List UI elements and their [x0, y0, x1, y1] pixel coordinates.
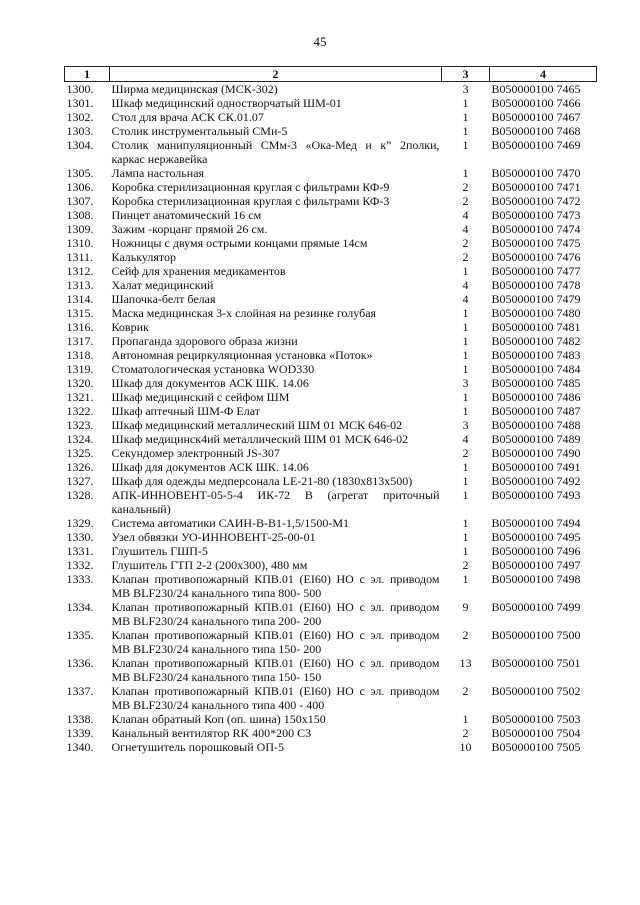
- item-name: Узел обвязки УО-ИННОВЕНТ-25-00-01: [111, 530, 316, 544]
- row-number: 1340.: [66, 740, 94, 754]
- inventory-code: В050000100 7476: [491, 250, 581, 264]
- table-row: [65, 656, 597, 684]
- item-quantity: 1: [462, 572, 469, 586]
- item-name: АПК-ИННОВЕНТ-05-5-4 ИК-72 В (агрегат приточный канальный): [111, 488, 440, 516]
- item-name: Зажим -корцанг прямой 26 см.: [111, 222, 268, 236]
- item-quantity: 2: [462, 726, 469, 740]
- inventory-code: В050000100 7469: [491, 138, 581, 152]
- item-name: Секундомер электронный JS-307: [111, 446, 280, 460]
- item-name: Автономная рециркуляционная установка «Поток»: [111, 348, 373, 362]
- row-number: 1330.: [66, 530, 94, 544]
- row-number: 1327.: [66, 474, 94, 488]
- inventory-code: В050000100 7487: [491, 404, 581, 418]
- item-quantity: 1: [462, 320, 469, 334]
- table-row: [65, 166, 597, 180]
- table-header-row: [65, 67, 597, 82]
- item-name: Система автоматики САИН-В-В1-1,5/1500-М1: [111, 516, 350, 530]
- row-number: 1304.: [66, 138, 94, 152]
- table-row: [65, 180, 597, 194]
- row-number: 1302.: [66, 110, 94, 124]
- column-header-inventory-code: 4: [490, 67, 597, 82]
- table-row: [65, 544, 597, 558]
- item-name: Коврик: [111, 320, 149, 334]
- row-number: 1337.: [66, 684, 94, 698]
- item-name: Коробка стерилизационная круглая с фильтрами КФ-9: [111, 180, 390, 194]
- table-row: [65, 376, 597, 390]
- table-row: [65, 460, 597, 474]
- item-quantity: 1: [462, 516, 469, 530]
- item-name: Стол для врача АСК СК.01.07: [111, 110, 264, 124]
- inventory-code: В050000100 7492: [491, 474, 581, 488]
- item-name: Ножницы с двумя острыми концами прямые 14см: [111, 236, 368, 250]
- row-number: 1303.: [66, 124, 94, 138]
- item-name: Глушитель ГТП 2-2 (200х300), 480 мм: [111, 558, 308, 572]
- table-row: [65, 320, 597, 334]
- row-number: 1333.: [66, 572, 94, 586]
- table-row: [65, 390, 597, 404]
- inventory-code: В050000100 7493: [491, 488, 581, 502]
- item-quantity: 1: [462, 530, 469, 544]
- row-number: 1338.: [66, 712, 94, 726]
- item-name: Клапан противопожарный КПВ.01 (EI60) НО с эл. приводом MB BLF230/24 канального типа 150- 200: [111, 628, 440, 656]
- item-quantity: 3: [462, 376, 469, 390]
- table-row: [65, 138, 597, 166]
- row-number: 1322.: [66, 404, 94, 418]
- row-number: 1335.: [66, 628, 94, 642]
- item-name: Шкаф аптечный ШМ-Ф Елат: [111, 404, 260, 418]
- item-name: Канальный вентилятор RK 400*200 С3: [111, 726, 312, 740]
- inventory-code: В050000100 7489: [491, 432, 581, 446]
- inventory-code: В050000100 7504: [491, 726, 581, 740]
- table-row: [65, 712, 597, 726]
- inventory-code: В050000100 7484: [491, 362, 581, 376]
- table-row: [65, 600, 597, 628]
- row-number: 1315.: [66, 306, 94, 320]
- table-row: [65, 96, 597, 110]
- item-quantity: 1: [462, 474, 469, 488]
- table-row: [65, 348, 597, 362]
- item-quantity: 4: [462, 222, 469, 236]
- item-quantity: 2: [462, 250, 469, 264]
- inventory-code: В050000100 7477: [491, 264, 581, 278]
- row-number: 1328.: [66, 488, 94, 502]
- table-row: [65, 292, 597, 306]
- item-quantity: 1: [462, 96, 469, 110]
- item-name: Глушитель ГШП-5: [111, 544, 208, 558]
- inventory-code: В050000100 7479: [491, 292, 581, 306]
- table-body: [65, 82, 597, 755]
- row-number: 1306.: [66, 180, 94, 194]
- item-name: Столик манипуляционный СМм-3 «Ока-Мед и к” 2полки, каркас нержавейка: [111, 138, 440, 166]
- table-row: [65, 124, 597, 138]
- row-number: 1301.: [66, 96, 94, 110]
- table-row: [65, 446, 597, 460]
- row-number: 1318.: [66, 348, 94, 362]
- item-name: Клапан противопожарный КПВ.01 (EI60) НО с эл. приводом MB BLF230/24 канального типа 200- 200: [111, 600, 440, 628]
- item-name: Сейф для хранения медикаментов: [111, 264, 286, 278]
- item-name: Шкаф для одежды медперсонала LE-21-80 (1830х813х500): [111, 474, 413, 488]
- item-quantity: 2: [462, 628, 469, 642]
- table-row: [65, 278, 597, 292]
- row-number: 1312.: [66, 264, 94, 278]
- item-quantity: 1: [462, 488, 469, 502]
- item-quantity: 1: [462, 138, 469, 152]
- row-number: 1307.: [66, 194, 94, 208]
- row-number: 1316.: [66, 320, 94, 334]
- inventory-code: В050000100 7500: [491, 628, 581, 642]
- item-name: Пропаганда здорового образа жизни: [111, 334, 298, 348]
- row-number: 1308.: [66, 208, 94, 222]
- row-number: 1309.: [66, 222, 94, 236]
- table-row: [65, 236, 597, 250]
- inventory-code: В050000100 7482: [491, 334, 581, 348]
- inventory-code: В050000100 7494: [491, 516, 581, 530]
- item-quantity: 2: [462, 180, 469, 194]
- item-quantity: 1: [462, 166, 469, 180]
- table-row: [65, 628, 597, 656]
- item-name: Шкаф медицинский с сейфом ШМ: [111, 390, 290, 404]
- item-quantity: 10: [459, 740, 472, 754]
- row-number: 1323.: [66, 418, 94, 432]
- row-number: 1300.: [66, 82, 94, 96]
- inventory-code: В050000100 7478: [491, 278, 581, 292]
- table-row: [65, 82, 597, 97]
- inventory-code: В050000100 7472: [491, 194, 581, 208]
- inventory-code: В050000100 7485: [491, 376, 581, 390]
- item-name: Огнетушитель порошковый ОП-5: [111, 740, 284, 754]
- item-name: Шкаф медицинский металлический ШМ 01 МСК 646-02: [111, 418, 403, 432]
- column-header-number: 1: [65, 67, 110, 82]
- item-quantity: 1: [462, 404, 469, 418]
- column-header-name: 2: [110, 67, 442, 82]
- inventory-code: В050000100 7490: [491, 446, 581, 460]
- item-name: Лампа настольная: [111, 166, 205, 180]
- table-row: [65, 194, 597, 208]
- inventory-code: В050000100 7475: [491, 236, 581, 250]
- item-name: Коробка стерилизационная круглая с фильтрами КФ-3: [111, 194, 390, 208]
- item-quantity: 1: [462, 544, 469, 558]
- row-number: 1320.: [66, 376, 94, 390]
- table-row: [65, 306, 597, 320]
- item-name: Халат медицинский: [111, 278, 214, 292]
- inventory-code: В050000100 7505: [491, 740, 581, 754]
- row-number: 1321.: [66, 390, 94, 404]
- item-quantity: 1: [462, 264, 469, 278]
- item-name: Ширма медицинская (МСК-302): [111, 82, 278, 96]
- table-row: [65, 208, 597, 222]
- item-quantity: 13: [459, 656, 472, 670]
- item-name: Стоматологическая установка WOD330: [111, 362, 315, 376]
- item-quantity: 1: [462, 362, 469, 376]
- table-row: [65, 404, 597, 418]
- row-number: 1310.: [66, 236, 94, 250]
- item-quantity: 3: [462, 418, 469, 432]
- inventory-code: В050000100 7498: [491, 572, 581, 586]
- inventory-code: В050000100 7483: [491, 348, 581, 362]
- table-row: [65, 516, 597, 530]
- item-quantity: 4: [462, 432, 469, 446]
- table-row: [65, 250, 597, 264]
- table-row: [65, 110, 597, 124]
- row-number: 1319.: [66, 362, 94, 376]
- item-quantity: 1: [462, 306, 469, 320]
- table-row: [65, 558, 597, 572]
- table-row: [65, 334, 597, 348]
- row-number: 1314.: [66, 292, 94, 306]
- table-row: [65, 362, 597, 376]
- row-number: 1313.: [66, 278, 94, 292]
- item-quantity: 1: [462, 124, 469, 138]
- inventory-code: В050000100 7470: [491, 166, 581, 180]
- table-row: [65, 572, 597, 600]
- item-name: Клапан обратный Коп (оп. шина) 150х150: [111, 712, 326, 726]
- item-name: Столик инструментальный СМи-5: [111, 124, 288, 138]
- row-number: 1311.: [66, 250, 94, 264]
- inventory-code: В050000100 7468: [491, 124, 581, 138]
- item-quantity: 1: [462, 334, 469, 348]
- inventory-code: В050000100 7465: [491, 82, 581, 96]
- item-name: Шкаф медицинск4ий металлический ШМ 01 МСК 646-02: [111, 432, 409, 446]
- inventory-code: В050000100 7499: [491, 600, 581, 614]
- row-number: 1331.: [66, 544, 94, 558]
- row-number: 1305.: [66, 166, 94, 180]
- item-name: Шкаф для документов АСК ШК. 14.06: [111, 376, 309, 390]
- item-name: Шапочка-белт белая: [111, 292, 216, 306]
- table-row: [65, 418, 597, 432]
- item-quantity: 4: [462, 208, 469, 222]
- item-quantity: 2: [462, 446, 469, 460]
- item-quantity: 2: [462, 558, 469, 572]
- table-row: [65, 432, 597, 446]
- inventory-code: В050000100 7502: [491, 684, 581, 698]
- row-number: 1317.: [66, 334, 94, 348]
- item-name: Клапан противопожарный КПВ.01 (EI60) НО с эл. приводом MB BLF230/24 канального типа 150- 150: [111, 656, 440, 684]
- table-row: [65, 684, 597, 712]
- inventory-code: В050000100 7473: [491, 208, 581, 222]
- row-number: 1326.: [66, 460, 94, 474]
- inventory-code: В050000100 7503: [491, 712, 581, 726]
- item-name: Маска медицинская 3-х слойная на резинке голубая: [111, 306, 377, 320]
- inventory-code: В050000100 7496: [491, 544, 581, 558]
- item-quantity: 1: [462, 460, 469, 474]
- item-quantity: 2: [462, 194, 469, 208]
- item-quantity: 4: [462, 278, 469, 292]
- item-name: Клапан противопожарный КПВ.01 (EI60) НО с эл. приводом MB BLF230/24 канального типа 400 - 400: [111, 684, 440, 712]
- item-quantity: 3: [462, 82, 469, 96]
- inventory-code: В050000100 7480: [491, 306, 581, 320]
- table-row: [65, 264, 597, 278]
- inventory-code: В050000100 7481: [491, 320, 581, 334]
- page-number: 45: [313, 34, 327, 49]
- table-row: [65, 740, 597, 754]
- column-header-quantity: 3: [442, 67, 490, 82]
- inventory-table: [64, 66, 597, 754]
- table-row: [65, 530, 597, 544]
- inventory-code: В050000100 7497: [491, 558, 581, 572]
- item-quantity: 1: [462, 348, 469, 362]
- item-quantity: 1: [462, 110, 469, 124]
- table-row: [65, 488, 597, 516]
- row-number: 1324.: [66, 432, 94, 446]
- table-row: [65, 474, 597, 488]
- inventory-code: В050000100 7501: [491, 656, 581, 670]
- row-number: 1334.: [66, 600, 94, 614]
- row-number: 1339.: [66, 726, 94, 740]
- table-row: [65, 222, 597, 236]
- item-name: Клапан противопожарный КПВ.01 (EI60) НО с эл. приводом MB BLF230/24 канального типа 800- 500: [111, 572, 440, 600]
- item-name: Пинцет анатомический 16 см: [111, 208, 262, 222]
- inventory-code: В050000100 7495: [491, 530, 581, 544]
- inventory-code: В050000100 7491: [491, 460, 581, 474]
- inventory-code: В050000100 7486: [491, 390, 581, 404]
- item-quantity: 1: [462, 712, 469, 726]
- item-quantity: 2: [462, 236, 469, 250]
- row-number: 1325.: [66, 446, 94, 460]
- inventory-code: В050000100 7466: [491, 96, 581, 110]
- row-number: 1329.: [66, 516, 94, 530]
- item-quantity: 9: [462, 600, 469, 614]
- table-row: [65, 726, 597, 740]
- inventory-code: В050000100 7467: [491, 110, 581, 124]
- row-number: 1336.: [66, 656, 94, 670]
- item-quantity: 2: [462, 684, 469, 698]
- item-quantity: 4: [462, 292, 469, 306]
- item-name: Шкаф медицинский одностворчатый ШМ-01: [111, 96, 342, 110]
- item-quantity: 1: [462, 390, 469, 404]
- item-name: Калькулятор: [111, 250, 176, 264]
- inventory-code: В050000100 7488: [491, 418, 581, 432]
- row-number: 1332.: [66, 558, 94, 572]
- inventory-code: В050000100 7474: [491, 222, 581, 236]
- inventory-code: В050000100 7471: [491, 180, 581, 194]
- item-name: Шкаф для документов АСК ШК. 14.06: [111, 460, 309, 474]
